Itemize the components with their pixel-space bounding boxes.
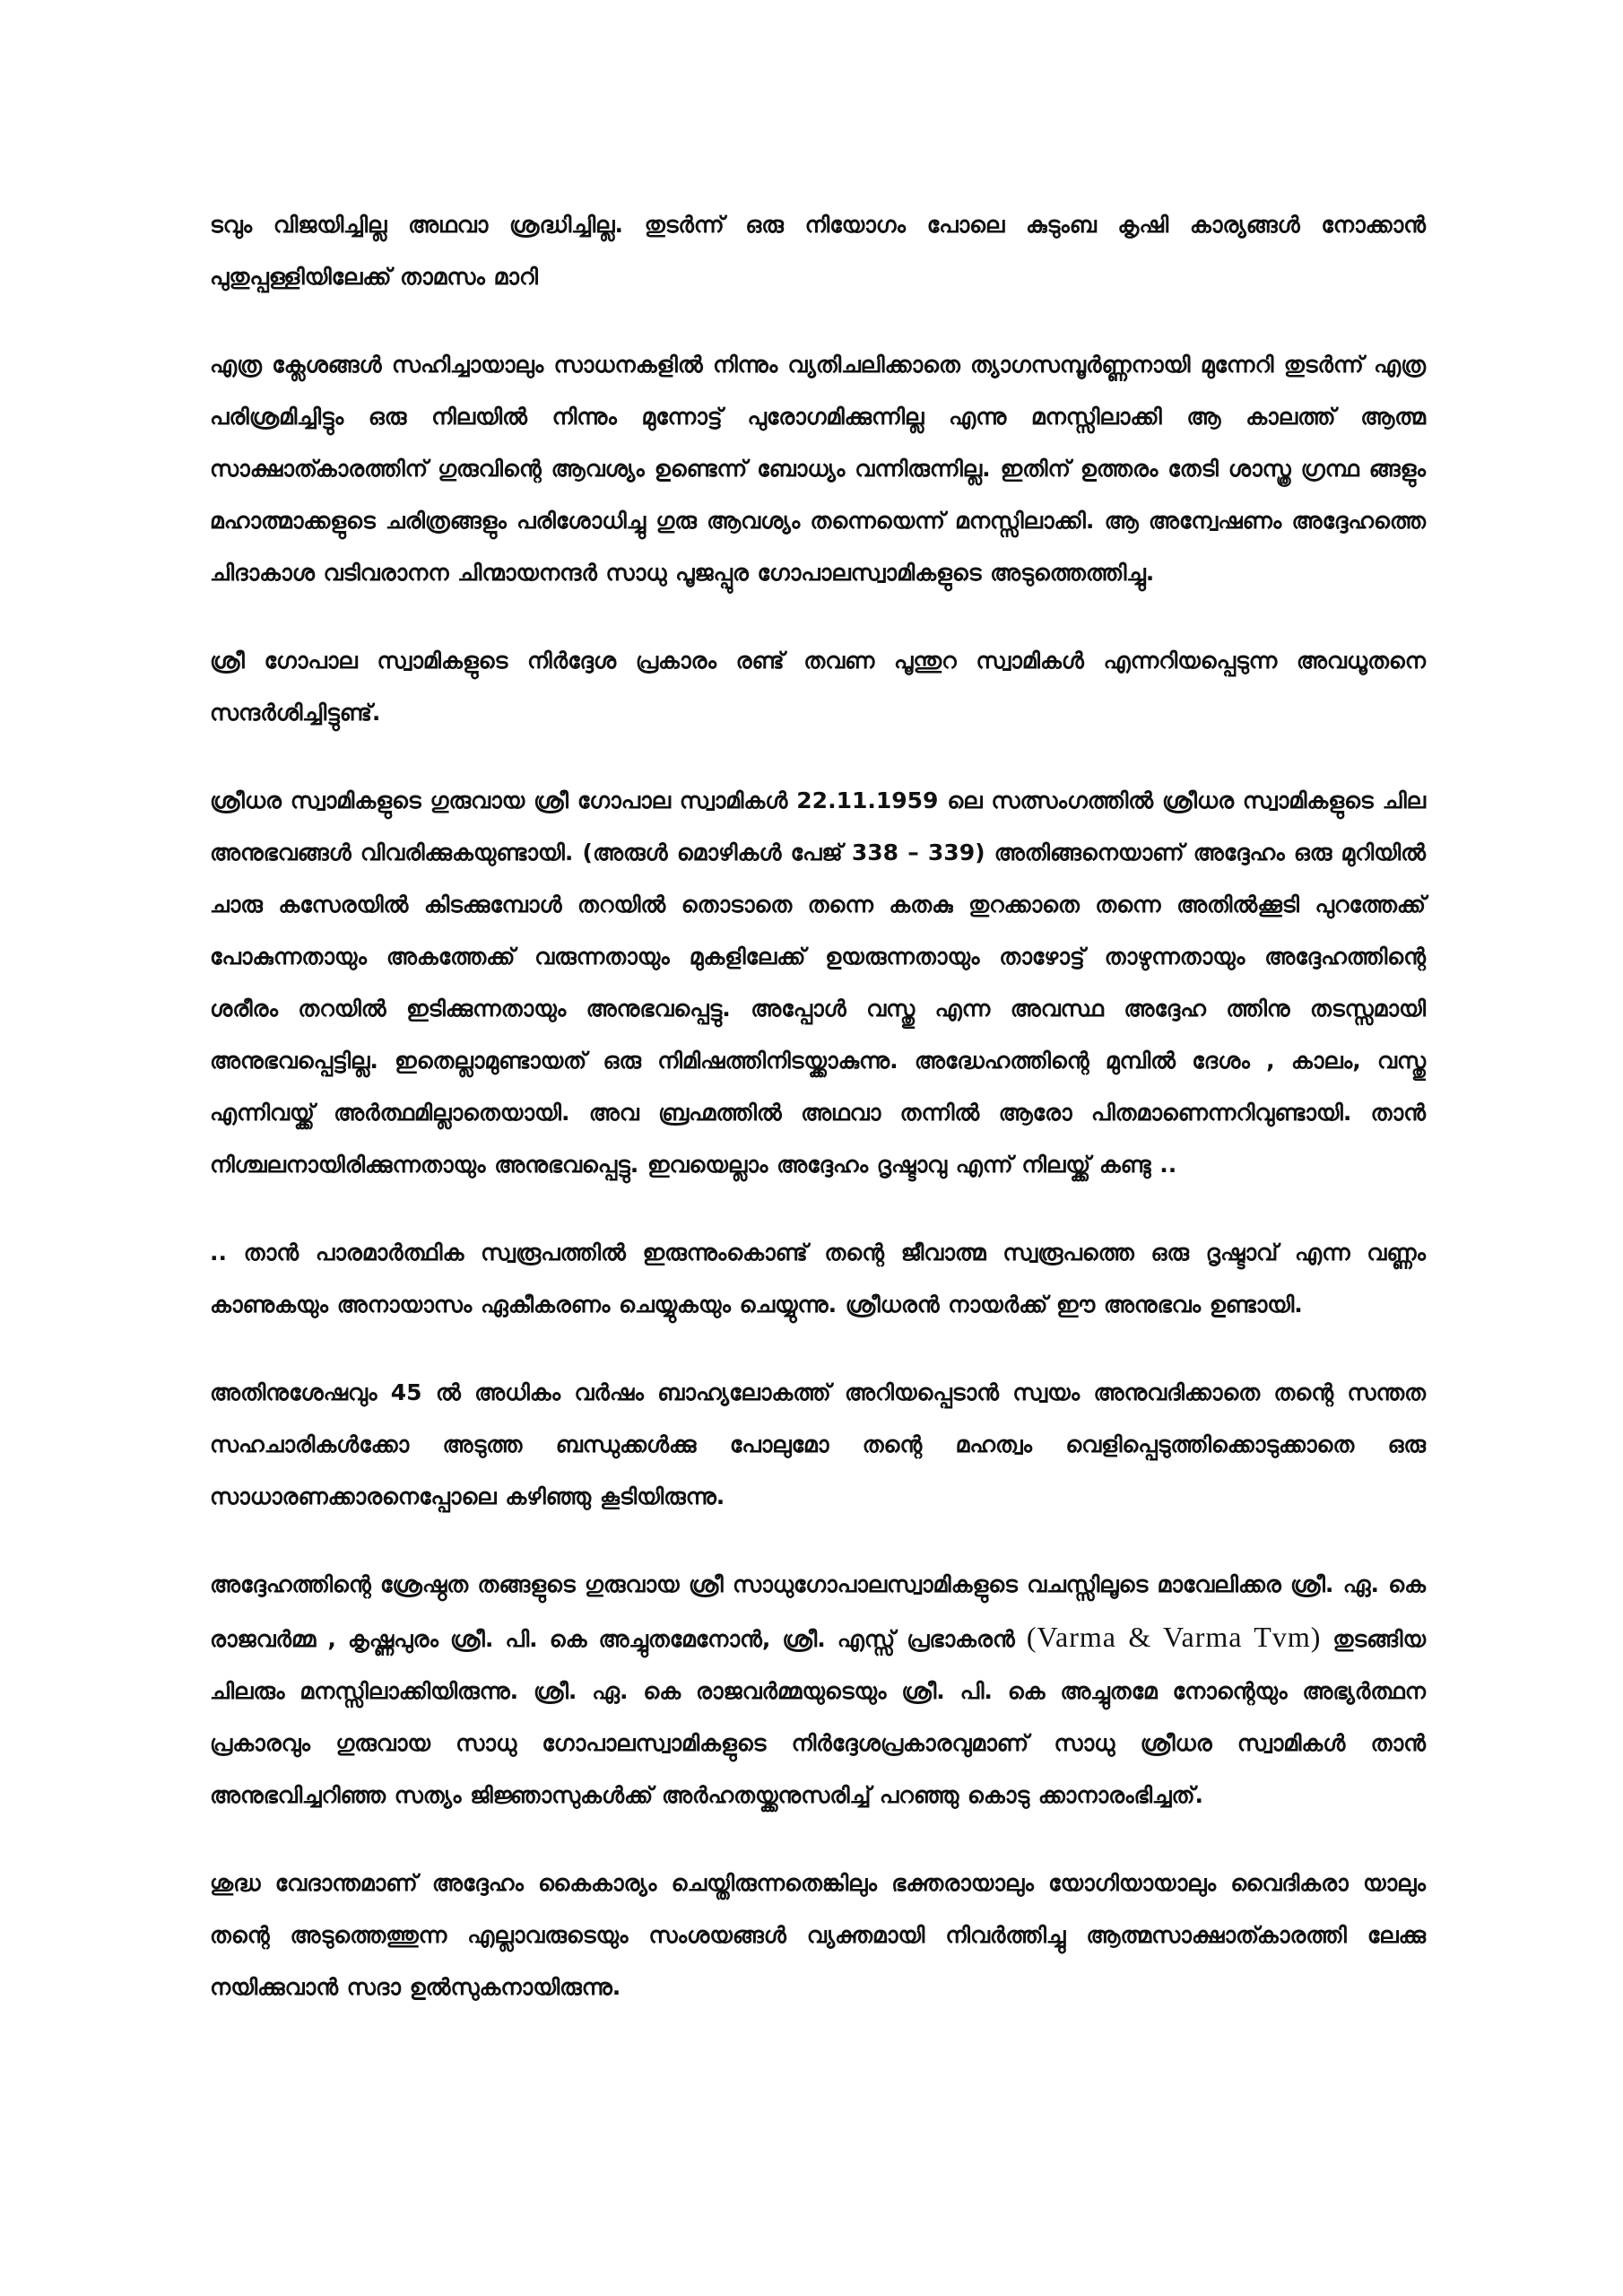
paragraph-text: എത്ര ക്ലേശങ്ങൾ സഹിച്ചായാലും സാധനകളിൽ നിന്നും വ്യതിചലിക്കാതെ ത്യാഗസമ്പൂർണ്ണനായി മുന്നേറി തുടർന്ന് എത്ര പരിശ്രമിച്ചിട്ടും ഒരു നിലയിൽ നിന്നും മുന്നോട്ട് പുരോഗമിക്കുന്നില്ല എന്നു മനസ്സിലാക്കി ആ കാലത്ത് ആത്മ സാക്ഷാത്കാരത്തിന് ഗുരുവിന്റെ ആവശ്യം ഉണ്ടെന്ന് ബോധ്യം വന്നിരുന്നില്ല. ഇതിന് ഉത്തരം തേടി ശാസ്ത്ര ഗ്രന്ഥ ങ്ങളും മഹാത്മാക്കളുടെ ചരിത്രങ്ങളും പരിശോധിച്ചു ഗുരു ആവശ്യം തന്നെയെന്ന് മനസ്സിലാക്കി. ആ അന്വേഷണം അദ്ദേഹത്തെ ചിദാകാശ വടിവരാനന ചിന്മായനന്ദർ സാധു പൂജപ്പുര ഗോപാലസ്വാമികളുടെ അടുത്തെത്തിച്ചു. xyxy=(210,352,1426,586)
paragraph-8 xyxy=(210,1857,1426,2013)
paragraph-5 xyxy=(210,1227,1426,1331)
paragraph-2 xyxy=(210,339,1426,599)
paragraph-text: ശ്രീ ഗോപാല സ്വാമികളുടെ നിർദ്ദേശ പ്രകാരം രണ്ട് തവണ പൂന്തുറ സ്വാമികൾ എന്നറിയപ്പെടുന്ന അവധൂതനെ സന്ദർശിച്ചിട്ടുണ്ട്. xyxy=(210,648,1426,726)
document-body xyxy=(210,199,1426,2049)
paragraph-text: .. താൻ പാരമാർത്ഥിക സ്വരൂപത്തിൽ ഇരുന്നുംകൊണ്ട് തന്റെ ജീവാത്മ സ്വരൂപത്തെ ഒരു ദൃഷ്ടാവ് എന്ന വണ്ണം കാണുകയും അനായാസം ഏകീകരണം ചെയ്യുകയും ചെയ്യുന്നു. ശ്രീധരൻ നായർക്ക് ഈ അനുഭവം ഉണ്ടായി. xyxy=(210,1239,1426,1318)
paragraph-7 xyxy=(210,1559,1426,1822)
paragraph-text: ടവും വിജയിച്ചില്ല അഥവാ ശ്രദ്ധിച്ചില്ല. തുടർന്ന് ഒരു നിയോഗം പോലെ കുടുംബ കൃഷി കാര്യങ്ങൾ നോക്കാൻ പുതുപ്പള്ളിയിലേക്ക് താമസം മാറി xyxy=(210,212,1426,290)
paragraph-4 xyxy=(210,775,1426,1191)
paragraph-text: അതിനുശേഷവും 45 ൽ അധികം വർഷം ബാഹ്യലോകത്ത് അറിയപ്പെടാൻ സ്വയം അനുവദിക്കാതെ തന്റെ സന്തത സഹചാരികൾക്കോ അടുത്ത ബന്ധുക്കൾക്കു പോലുമോ തന്റെ മഹത്വം വെളിപ്പെടുത്തിക്കൊടുക്കാതെ ഒരു സാധാരണക്കാരനെപ്പോലെ കഴിഞ്ഞു കൂടിയിരുന്നു. xyxy=(210,1379,1426,1509)
latin-text: (Varma & Varma Tvm) xyxy=(1026,1621,1322,1653)
paragraph-text: ശ്രീധര സ്വാമികളുടെ ഗുരുവായ ശ്രീ ഗോപാല സ്വാമികൾ 22.11.1959 ലെ സത്സംഗത്തിൽ ശ്രീധര സ്വാമികളുടെ ചില അനുഭവങ്ങൾ വിവരിക്കുകയുണ്ടായി. (അരുൾ മൊഴികൾ പേജ് 338 – 339) അതിങ്ങനെയാണ് അദ്ദേഹം ഒരു മുറിയിൽ ചാരു കസേരയിൽ കിടക്കുമ്പോൾ തറയിൽ തൊടാതെ തന്നെ കതകു തുറക്കാതെ തന്നെ അതിൽക്കൂടി പുറത്തേക്ക് പോകുന്നതായും അകത്തേക്ക് വരുന്നതായും മുകളിലേക്ക് ഉയരുന്നതായും താഴോട്ട് താഴുന്നതായും അദ്ദേഹത്തിന്റെ ശരീരം തറയിൽ ഇടിക്കുന്നതായും അനുഭവപ്പെട്ടു. അപ്പോൾ വസ്തു എന്ന അവസ്ഥ അദ്ദേഹ ത്തിനു തടസ്സമായി അനുഭവപ്പെട്ടില്ല. ഇതെല്ലാമുണ്ടായത് ഒരു നിമിഷത്തിനിടയ്ക്കാകുന്നു. അദ്ധേഹത്തിന്റെ മുമ്പിൽ ദേശം , കാലം, വസ്തു എന്നിവയ്ക്ക് അർത്ഥമില്ലാതെയായി. അവ ബ്രഹ്മത്തിൽ അഥവാ തന്നിൽ ആരോ പിതമാണെന്നറിവുണ്ടായി. താൻ നിശ്ചലനായിരിക്കുന്നതായും അനുഭവപ്പെട്ടു. ഇവയെല്ലാം അദ്ദേഹം ദൃഷ്ടാവു എന്ന് നിലയ്ക്ക് കണ്ടു .. xyxy=(210,787,1426,1178)
paragraph-text: തുടങ്ങിയ ചിലരും മനസ്സിലാക്കിയിരുന്നു. ശ്രീ. ഏ. കെ രാജവർമ്മയുടെയും ശ്രീ. പി. കെ അച്ചുതമേ നോന്റെയും അഭ്യർത്ഥന പ്രകാരവും ഗുരുവായ സാധു ഗോപാലസ്വാമികളുടെ നിർദ്ദേശപ്രകാരവുമാണ് സാധു ശ്രീധര സ്വാമികൾ താൻ അനുഭവിച്ചറിഞ്ഞ സത്യം ജിജ്ഞാസുകൾക്ക് അർഹതയ്ക്കനുസരിച്ച് പറഞ്ഞു കൊടു ക്കാനാരംഭിച്ചത്. xyxy=(210,1626,1427,1808)
paragraph-3 xyxy=(210,635,1426,739)
paragraph-text: ശുദ്ധ വേദാന്തമാണ് അദ്ദേഹം കൈകാര്യം ചെയ്തിരുന്നതെങ്കിലും ഭക്തരായാലും യോഗിയായാലും വൈദികരാ യാലും തന്റെ അടുത്തെത്തുന്ന എല്ലാവരുടെയും സംശയങ്ങൾ വ്യക്തമായി നിവർത്തിച്ചു ആത്മസാക്ഷാത്കാരത്തി ലേക്കു നയിക്കുവാൻ സദാ ഉൽസുകനായിരുന്നു. xyxy=(210,1870,1426,2000)
paragraph-1 xyxy=(210,199,1426,303)
paragraph-text: അദ്ദേഹത്തിന്റെ ശ്രേഷ്ഠത തങ്ങളുടെ ഗുരുവായ ശ്രീ സാധുഗോപാലസ്വാമികളുടെ വചസ്സിലൂടെ മാവേലിക്കര ശ്രീ. ഏ. കെ രാജവർമ്മ , കൃഷ്ണപുരം ശ്രീ. പി. കെ അച്ചുതമേനോൻ, ശ്രീ. എസ്സ് പ്രഭാകരൻ xyxy=(210,1571,1426,1652)
paragraph-6 xyxy=(210,1367,1426,1523)
